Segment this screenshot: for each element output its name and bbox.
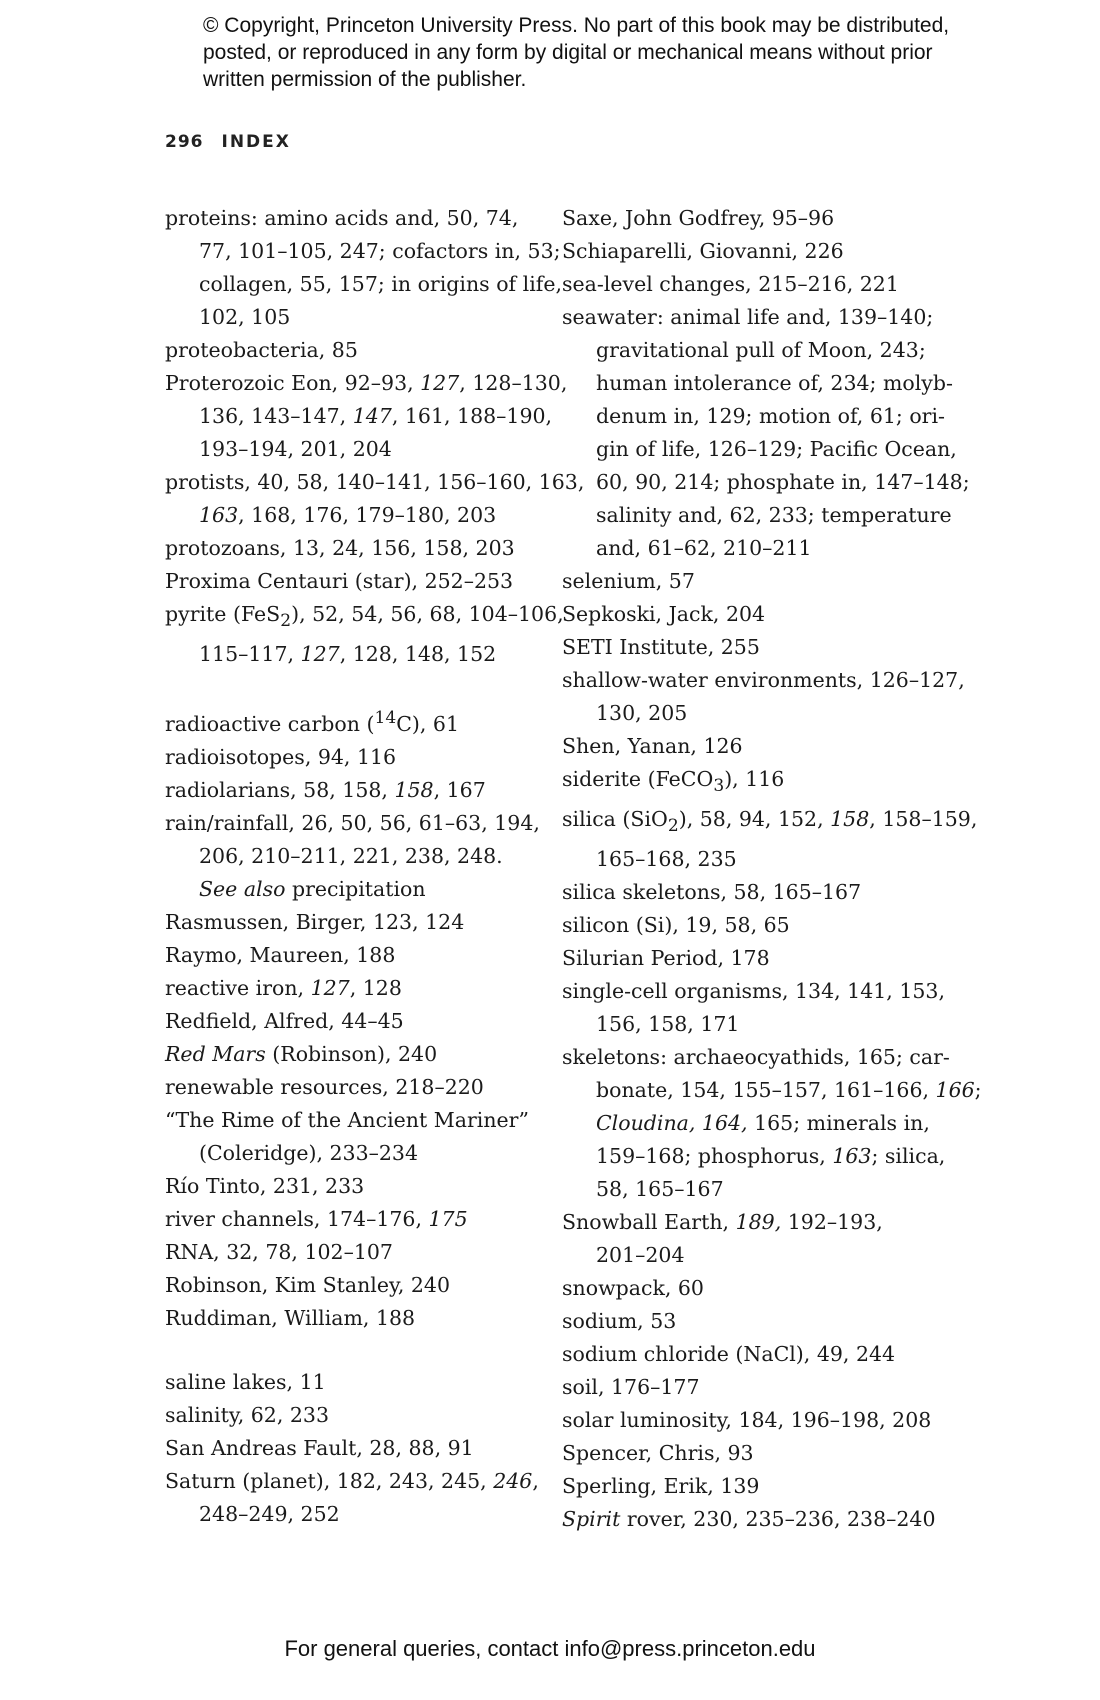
- index-entry: [165, 1465, 565, 1531]
- index-entry-line: radiolarians, 58, 158, 158, 167: [165, 777, 486, 802]
- index-entry-line: salinity and, 62, 233; temperature: [596, 503, 952, 527]
- index-entry: [165, 202, 565, 334]
- index-entry-line: Rasmussen, Birger, 123, 124: [165, 909, 465, 934]
- index-entry-line: human intolerance of, 234; molyb-: [596, 371, 953, 395]
- section-title: INDEX: [221, 132, 291, 152]
- index-entry-line: Shen, Yanan, 126: [562, 734, 743, 758]
- index-entry-line: skeletons: archaeocyathids, 165; car-: [562, 1045, 950, 1070]
- index-entry: [165, 1071, 565, 1104]
- index-entry-line: SETI Institute, 255: [562, 635, 760, 659]
- index-entry: [165, 1104, 565, 1170]
- index-entry-line: collagen, 55, 157; in origins of life,: [199, 272, 563, 296]
- index-entry-line: protists, 40, 58, 140–141, 156–160, 163,: [165, 470, 585, 494]
- index-entry: [165, 1038, 565, 1071]
- index-entry-line: sea-level changes, 215–216, 221: [562, 272, 899, 296]
- index-entry-line: Proxima Centauri (star), 252–253: [165, 569, 514, 593]
- index-entry: [562, 803, 978, 876]
- index-entry-line: renewable resources, 218–220: [165, 1074, 484, 1099]
- index-column-right: [562, 202, 982, 1536]
- index-entry: [165, 1399, 565, 1432]
- index-entry-line: 248–249, 252: [199, 1501, 340, 1526]
- index-entry-line: protozoans, 13, 24, 156, 158, 203: [165, 536, 515, 560]
- index-entry-line: radioisotopes, 94, 116: [165, 744, 397, 769]
- index-entry: [165, 367, 568, 466]
- index-entry-line: Red Mars (Robinson), 240: [165, 1041, 438, 1066]
- index-entry-line: 206, 210–211, 221, 238, 248.: [199, 843, 503, 868]
- index-entry-line: silica (SiO$_2$), 58, 94, 152, 158, 158–159,: [562, 807, 978, 837]
- index-entry: [165, 334, 565, 367]
- index-entry: [562, 631, 962, 664]
- index-entry: [165, 741, 565, 774]
- index-entry-line: river channels, 174–176, 175: [165, 1206, 468, 1231]
- index-entry-line: Schiaparelli, Giovanni, 226: [562, 239, 844, 263]
- index-entry-line: proteobacteria, 85: [165, 338, 358, 362]
- index-entry-line: reactive iron, 127, 128: [165, 975, 402, 1000]
- index-entry: [562, 235, 962, 268]
- index-entry: [165, 972, 565, 1005]
- index-entry-line: 136, 143–147, 147, 161, 188–190,: [199, 404, 553, 428]
- index-entry: [562, 1437, 962, 1470]
- index-entry-line: San Andreas Fault, 28, 88, 91: [165, 1435, 474, 1460]
- index-entry: [562, 763, 962, 803]
- index-entry-line: Saturn (planet), 182, 243, 245, 246,: [165, 1468, 539, 1493]
- page-number: 296: [165, 132, 204, 152]
- index-entry: [562, 1470, 962, 1503]
- index-entry: [562, 1206, 962, 1272]
- index-entry-line: (Coleridge), 233–234: [199, 1140, 418, 1165]
- index-entry: [165, 1170, 565, 1203]
- index-entry-line: Proterozoic Eon, 92–93, 127, 128–130,: [165, 371, 568, 395]
- index-entry-line: 102, 105: [199, 305, 291, 329]
- index-entry: [562, 268, 962, 301]
- index-entry-line: silicon (Si), 19, 58, 65: [562, 913, 790, 938]
- index-entry-line: silica skeletons, 58, 165–167: [562, 880, 862, 905]
- index-entry-line: Cloudina, 164, 165; minerals in,: [596, 1111, 930, 1136]
- index-entry: [165, 466, 585, 532]
- index-entry-line: shallow-water environments, 126–127,: [562, 668, 965, 692]
- index-entry-line: bonate, 154, 155–157, 161–166, 166;: [596, 1078, 982, 1103]
- index-entry: [165, 807, 565, 906]
- index-entry-line: denum in, 129; motion of, 61; ori-: [596, 404, 945, 428]
- copyright-notice: © Copyright, Princeton University Press. No part of this book may be distributed, posted, or reproduced in any form by digital or mechanical means without prior written permission of the publisher.: [203, 14, 950, 91]
- index-entry: [165, 1005, 565, 1038]
- index-entry: [562, 942, 962, 975]
- index-entry: [165, 774, 565, 807]
- index-entry: [562, 598, 962, 631]
- index-entry-line: 156, 158, 171: [596, 1012, 740, 1037]
- index-entry-line: 130, 205: [596, 701, 688, 725]
- index-entry: [165, 1366, 565, 1399]
- index-entry-line: rain/rainfall, 26, 50, 56, 61–63, 194,: [165, 810, 540, 835]
- index-entry-line: solar luminosity, 184, 196–198, 208: [562, 1408, 932, 1433]
- index-entry-line: 165–168, 235: [596, 847, 737, 872]
- index-entry: [562, 301, 970, 565]
- index-entry: [562, 1305, 962, 1338]
- index-entry-line: saline lakes, 11: [165, 1369, 326, 1394]
- index-entry-line: 159–168; phosphorus, 163; silica,: [596, 1144, 946, 1169]
- index-entry-line: 193–194, 201, 204: [199, 437, 392, 461]
- index-column-left: [165, 202, 585, 1531]
- index-entry: [165, 906, 565, 939]
- index-entry: [562, 1371, 962, 1404]
- index-entry-line: Sepkoski, Jack, 204: [562, 602, 766, 626]
- index-entry: [562, 730, 962, 763]
- index-entry-line: 77, 101–105, 247; cofactors in, 53;: [199, 239, 561, 263]
- index-entry-line: Sperling, Erik, 139: [562, 1474, 760, 1499]
- index-entry-line: Ruddiman, William, 188: [165, 1305, 416, 1330]
- index-entry-line: selenium, 57: [562, 569, 695, 593]
- index-entry-line: gin of life, 126–129; Pacific Ocean,: [596, 437, 957, 461]
- index-entry-line: Snowball Earth, 189, 192–193,: [562, 1210, 883, 1235]
- index-entry-line: Río Tinto, 231, 233: [165, 1173, 365, 1198]
- index-entry: [165, 1236, 565, 1269]
- index-entry-line: sodium, 53: [562, 1309, 677, 1334]
- index-entry: [165, 1269, 565, 1302]
- index-entry-line: Raymo, Maureen, 188: [165, 942, 396, 967]
- index-entry-line: salinity, 62, 233: [165, 1402, 329, 1427]
- index-entry-line: radioactive carbon ($^{14}$C), 61: [165, 708, 460, 736]
- index-entry: [562, 1338, 962, 1371]
- index-entry-line: 163, 168, 176, 179–180, 203: [199, 503, 497, 527]
- index-entry-line: Spencer, Chris, 93: [562, 1441, 754, 1466]
- index-entry-line: “The Rime of the Ancient Mariner”: [165, 1107, 529, 1132]
- footer-contact: For general queries, contact info@press.princeton.edu: [284, 1636, 816, 1661]
- index-entry-line: siderite (FeCO$_3$), 116: [562, 767, 785, 797]
- index-entry: [562, 975, 962, 1041]
- index-entry-line: pyrite (FeS$_2$), 52, 54, 56, 68, 104–106,: [165, 602, 564, 632]
- index-entry-line: Saxe, John Godfrey, 95–96: [562, 206, 835, 230]
- index-entry: [562, 664, 965, 730]
- index-entry-line: 201–204: [596, 1243, 685, 1268]
- index-entry: [562, 202, 962, 235]
- index-entry-line: See also precipitation: [199, 876, 426, 901]
- index-entry-line: and, 61–62, 210–211: [596, 536, 812, 560]
- index-entry-line: single-cell organisms, 134, 141, 153,: [562, 979, 945, 1004]
- index-entry-line: sodium chloride (NaCl), 49, 244: [562, 1342, 896, 1367]
- index-entry-line: soil, 176–177: [562, 1375, 700, 1400]
- index-entry-line: 60, 90, 214; phosphate in, 147–148;: [596, 470, 970, 494]
- index-entry: [165, 565, 565, 598]
- index-entry-line: Silurian Period, 178: [562, 946, 770, 971]
- index-entry: [562, 909, 962, 942]
- index-entry-line: gravitational pull of Moon, 243;: [596, 338, 926, 362]
- running-head: [165, 132, 291, 152]
- index-entry-line: seawater: animal life and, 139–140;: [562, 305, 934, 329]
- index-entry-line: Redfield, Alfred, 44–45: [165, 1008, 404, 1033]
- index-entry-line: proteins: amino acids and, 50, 74,: [165, 206, 519, 230]
- index-entry: [562, 1272, 962, 1305]
- index-entry: [562, 565, 962, 598]
- index-entry: [165, 1203, 565, 1236]
- index-entry: [562, 1503, 962, 1536]
- index-entry-line: Spirit rover, 230, 235–236, 238–240: [562, 1507, 936, 1532]
- index-entry-line: Robinson, Kim Stanley, 240: [165, 1272, 450, 1297]
- index-entry-line: 58, 165–167: [596, 1177, 724, 1202]
- index-entry: [165, 532, 565, 565]
- index-entry: [562, 1404, 962, 1437]
- index-entry: [165, 1432, 565, 1465]
- index-entry-line: 115–117, 127, 128, 148, 152: [199, 642, 497, 667]
- index-entry: [165, 939, 565, 972]
- index-entry: [165, 702, 565, 741]
- index-entry: [562, 1041, 982, 1206]
- index-entry: [165, 598, 565, 671]
- index-entry-line: snowpack, 60: [562, 1276, 704, 1301]
- index-entry: [562, 876, 962, 909]
- index-entry-line: RNA, 32, 78, 102–107: [165, 1239, 393, 1264]
- index-entry: [165, 1302, 565, 1335]
